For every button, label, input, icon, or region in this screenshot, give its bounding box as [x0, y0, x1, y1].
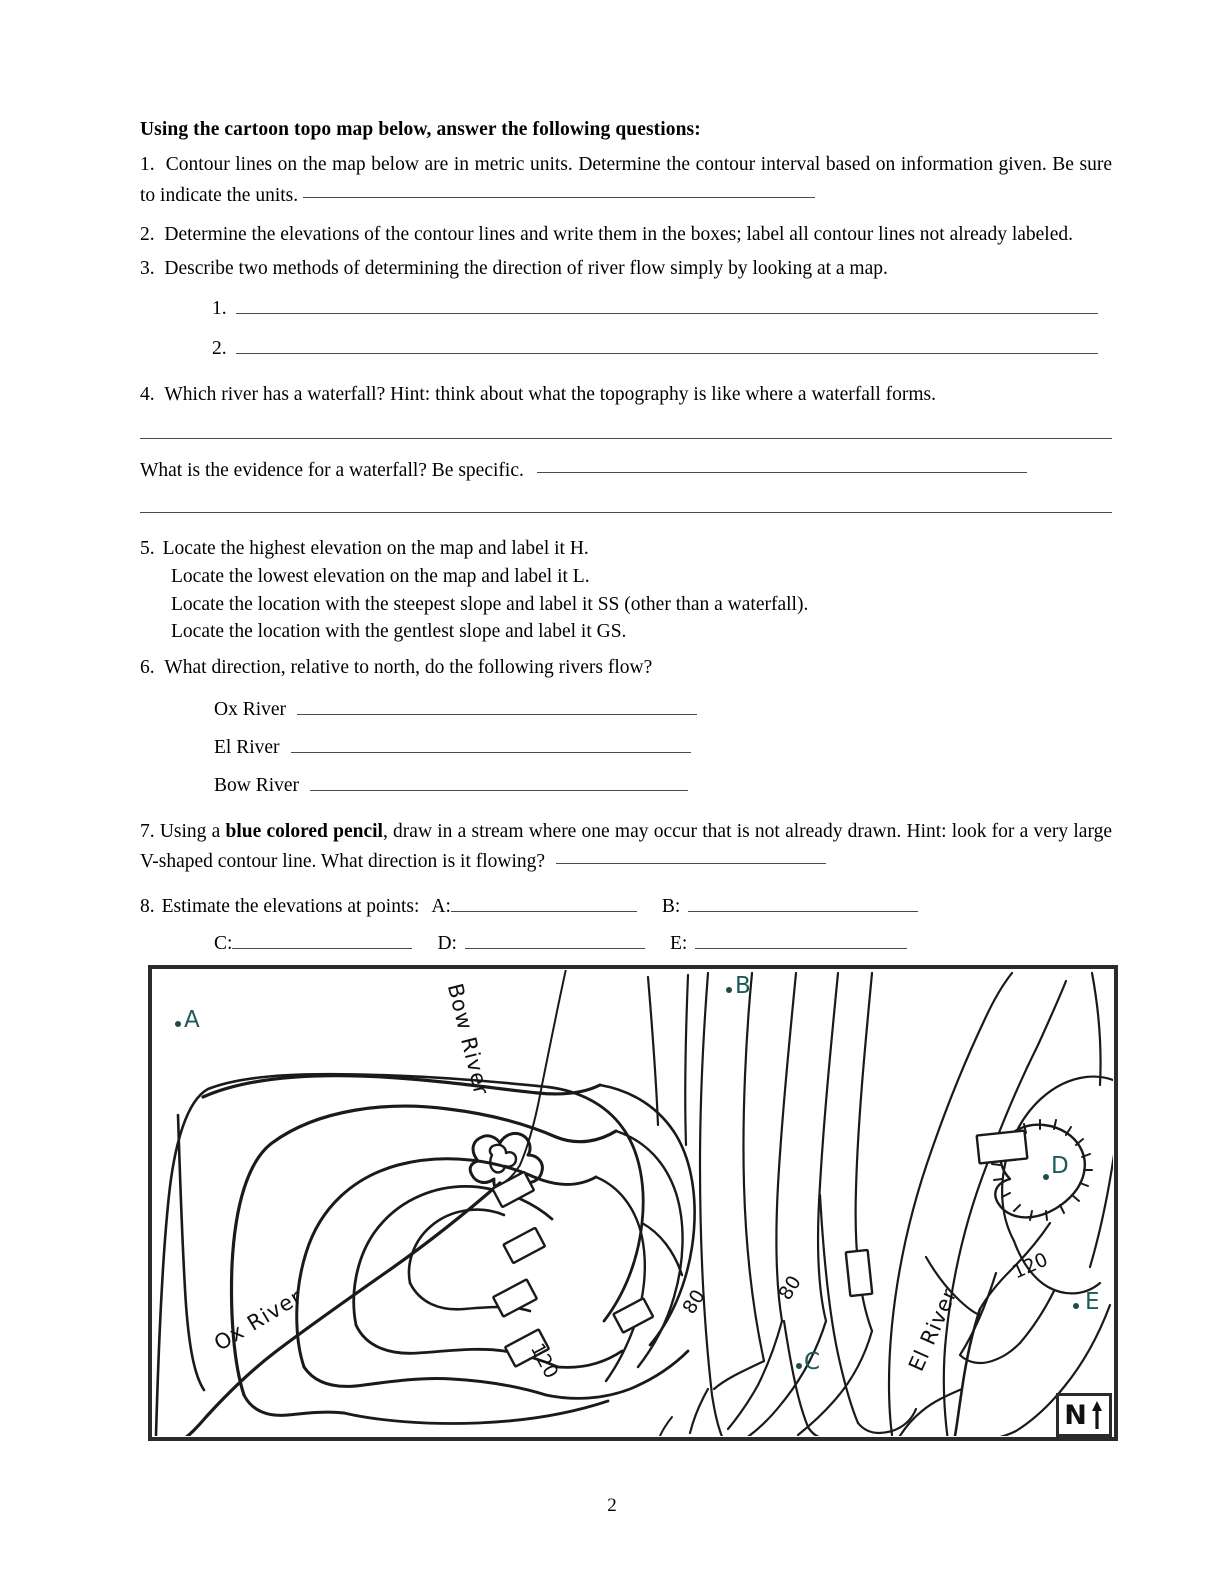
answer-blank-point-e[interactable] — [695, 948, 907, 949]
answer-blank-bow-river[interactable] — [310, 790, 688, 791]
point-letter-a: A — [184, 1007, 200, 1033]
question-8 — [140, 896, 1112, 918]
river-row-ox — [214, 699, 1112, 721]
page-number: 2 — [607, 1495, 617, 1516]
point-label-d: D: — [437, 932, 457, 954]
north-arrow-icon — [1090, 1400, 1104, 1430]
compass-letter: N — [1064, 1399, 1087, 1431]
question-3-item-1-label: 1. — [212, 298, 227, 320]
question-2-number: 2. — [140, 223, 155, 245]
question-5-line-3: Locate the location with the steepest slope and label it SS (other than a waterfall). — [171, 593, 809, 615]
question-3-number: 3. — [140, 258, 155, 280]
question-4-number: 4. — [140, 383, 155, 405]
river-name-ox: Ox River — [214, 699, 287, 721]
question-7-emphasis: blue colored pencil — [225, 821, 383, 843]
question-3 — [140, 254, 1112, 284]
question-5-number: 5. — [140, 538, 155, 560]
point-label-e: E: — [669, 932, 688, 954]
answer-blank-q4-line1[interactable] — [140, 438, 1112, 439]
point-dot-d — [1043, 1174, 1049, 1180]
contour-label-80-mid-left: 80 — [678, 1285, 710, 1319]
river-label-bow: Bow River — [442, 981, 494, 1098]
point-dot-c — [796, 1363, 802, 1369]
question-5-line-1: Locate the highest elevation on the map and label it H. — [162, 538, 589, 560]
question-8-number: 8. — [140, 895, 155, 917]
answer-blank-q4-line2[interactable] — [140, 512, 1112, 513]
question-3-answers — [140, 294, 1112, 363]
point-dot-e — [1073, 1303, 1079, 1309]
question-7-number: 7. — [140, 821, 155, 843]
river-name-bow: Bow River — [214, 775, 300, 797]
question-2-text: Determine the elevations of the contour lines and write them in the boxes; label all contour lines not already labeled. — [164, 223, 1074, 245]
question-6 — [140, 653, 1112, 683]
question-4-followup — [140, 456, 1112, 486]
question-8-text: Estimate the elevations at points: — [161, 895, 420, 917]
questions-container — [140, 118, 1112, 955]
answer-blank-q7[interactable] — [556, 863, 826, 864]
question-6-river-list — [140, 699, 1112, 797]
question-3-item-2 — [212, 334, 1112, 363]
page-title: Using the cartoon topo map below, answer the following questions: — [140, 119, 701, 140]
question-4 — [140, 380, 1112, 410]
point-letter-b: B — [735, 973, 751, 999]
answer-blank-ox-river[interactable] — [297, 714, 697, 715]
answer-blank-point-a[interactable] — [451, 911, 637, 912]
question-1-text: Contour lines on the map below are in metric units. Determine the contour interval based on information given. Be sure to indicate the units. — [140, 154, 1112, 206]
river-row-bow — [214, 775, 1112, 797]
question-1 — [140, 150, 1112, 210]
question-4-text: Which river has a waterfall? Hint: think about what the topography is like where a waterfall forms. — [164, 383, 936, 405]
answer-blank-point-d[interactable] — [465, 948, 645, 949]
point-letter-c: C — [804, 1349, 821, 1375]
question-5 — [140, 535, 1112, 646]
contour-label-120-right: 120 — [1009, 1248, 1052, 1284]
point-label-a: A: — [431, 895, 451, 917]
river-row-el — [214, 737, 1112, 759]
river-label-el: El River — [904, 1284, 962, 1375]
question-1-number: 1. — [140, 154, 155, 176]
question-2 — [140, 220, 1112, 250]
answer-blank-q3-2[interactable] — [236, 353, 1098, 354]
contour-label-120-left: 120 — [525, 1339, 563, 1383]
point-letter-d: D — [1051, 1153, 1069, 1179]
answer-blank-q1[interactable] — [303, 197, 815, 198]
answer-blank-q3-1[interactable] — [236, 313, 1098, 314]
question-3-item-1 — [212, 294, 1112, 323]
answer-blank-el-river[interactable] — [291, 752, 691, 753]
river-label-ox: Ox River — [210, 1284, 307, 1356]
answer-blank-point-c[interactable] — [232, 948, 412, 949]
point-dot-b — [726, 987, 732, 993]
contour-label-80-mid-right: 80 — [774, 1271, 806, 1305]
point-dot-a — [175, 1021, 181, 1027]
question-7-text-part1: Using a — [159, 821, 226, 843]
point-letter-e: E — [1085, 1289, 1100, 1315]
answer-blank-point-b[interactable] — [688, 911, 918, 912]
question-6-text: What direction, relative to north, do the following rivers flow? — [164, 656, 653, 678]
question-7-text-part2: , draw in a stream where one may occur that is not already drawn. Hint: look for a very large V-shaped contour line. What direction is it flowing? — [140, 821, 1112, 873]
river-name-el: El River — [214, 737, 280, 759]
question-4-followup-text: What is the evidence for a waterfall? Be specific. — [140, 459, 524, 481]
map-contour-drawing — [148, 965, 1118, 1441]
point-label-c: C: — [214, 932, 233, 954]
question-6-number: 6. — [140, 656, 155, 678]
question-5-line-2: Locate the lowest elevation on the map and label it L. — [171, 565, 590, 587]
answer-blank-q4-followup[interactable] — [537, 472, 1027, 473]
question-3-item-2-label: 2. — [212, 337, 227, 359]
question-3-text: Describe two methods of determining the direction of river flow simply by looking at a map. — [164, 258, 888, 280]
topo-map — [148, 965, 1118, 1441]
point-label-b: B: — [661, 895, 681, 917]
compass-north-indicator — [1056, 1393, 1112, 1437]
question-5-line-4: Locate the location with the gentlest slope and label it GS. — [171, 621, 627, 643]
question-7 — [140, 817, 1112, 877]
question-8-row2 — [140, 933, 1112, 955]
